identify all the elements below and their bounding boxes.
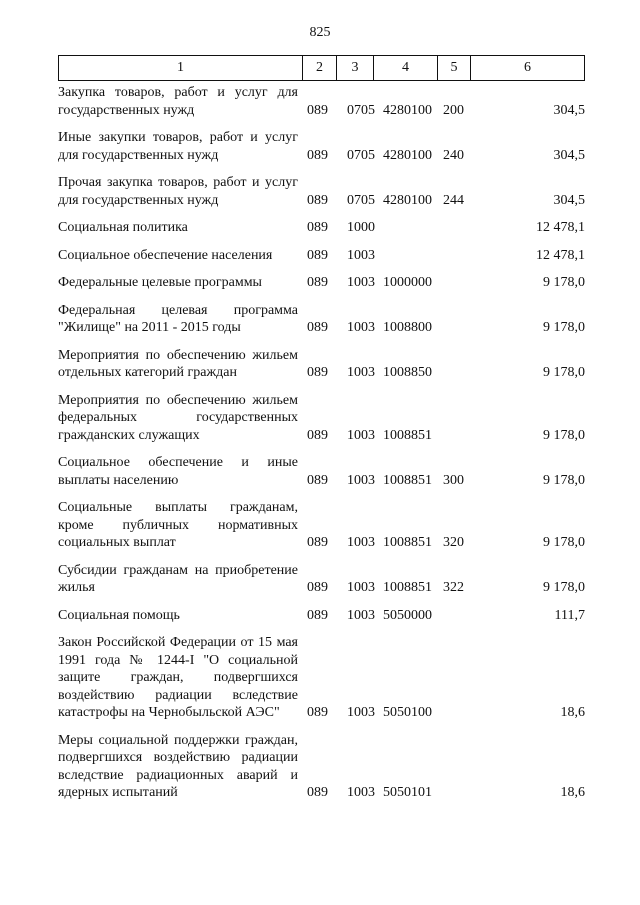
row-expense: 322 [443, 580, 464, 595]
row-name: Закупка товаров, работ и услуг для государственных нужд [58, 85, 298, 118]
row-amount: 9 178,0 [543, 365, 585, 380]
table-row [58, 174, 585, 209]
page-number: 825 [309, 25, 331, 40]
row-target: 4280100 [383, 147, 432, 163]
row-target: 4280100 [383, 192, 432, 208]
row-section: 1003 [347, 472, 375, 488]
row-name: Меры социальной поддержки граждан, подвергшихся воздействию радиации вследствие радиационных аварий и ядерных испытаний [58, 732, 298, 800]
row-code: 089 [307, 580, 328, 595]
row-target: 1008800 [383, 320, 432, 335]
row-code: 089 [307, 427, 328, 443]
row-name: Мероприятия по обеспечению жильем федеральных государственных гражданских служащих [58, 392, 298, 443]
row-section: 0705 [347, 102, 375, 118]
row-code: 089 [307, 365, 328, 380]
row-amount: 9 178,0 [543, 580, 585, 595]
header-col-2: 2 [303, 56, 337, 80]
row-code: 089 [307, 102, 328, 118]
row-name: Федеральные целевые программы [58, 275, 262, 290]
row-target: 5050101 [383, 785, 432, 800]
row-target: 1008850 [383, 365, 432, 380]
row-amount: 9 178,0 [543, 320, 585, 335]
row-amount: 9 178,0 [543, 427, 585, 443]
row-code: 089 [307, 247, 328, 263]
table-row [58, 274, 585, 292]
row-expense: 320 [443, 535, 464, 550]
row-code: 089 [307, 607, 328, 623]
row-target: 5050100 [383, 705, 432, 720]
header-col-6: 6 [524, 60, 531, 75]
table-row [58, 219, 585, 237]
table-row [58, 129, 585, 164]
table-row [58, 454, 585, 489]
row-section: 1003 [347, 607, 375, 623]
row-code: 089 [307, 220, 328, 235]
row-code: 089 [307, 275, 328, 290]
row-expense: 300 [443, 472, 464, 488]
row-section: 1003 [347, 705, 375, 720]
row-code: 089 [307, 472, 328, 488]
row-section: 1003 [347, 535, 375, 550]
row-name: Социальная помощь [58, 607, 180, 623]
row-code: 089 [307, 147, 328, 163]
row-target: 5050000 [383, 607, 432, 623]
row-amount: 304,5 [553, 192, 585, 208]
table-row [58, 84, 585, 119]
row-name: Федеральная целевая программа "Жилище" на 2011 - 2015 годы [58, 302, 298, 335]
row-name: Социальное обеспечение населения [58, 247, 273, 263]
header-col-5: 5 [438, 56, 471, 80]
row-target: 1008851 [383, 472, 432, 488]
row-section: 1003 [347, 427, 375, 443]
row-expense: 240 [443, 147, 464, 163]
row-name: Социальная политика [58, 220, 188, 235]
row-section: 1003 [347, 247, 375, 263]
row-name: Субсидии гражданам на приобретение жилья [58, 562, 298, 595]
row-name: Мероприятия по обеспечению жильем отдельных категорий граждан [58, 347, 298, 380]
table-header [58, 55, 585, 81]
row-amount: 12 478,1 [536, 220, 585, 235]
row-section: 1003 [347, 275, 375, 290]
row-target: 1008851 [383, 535, 432, 550]
table-row [58, 247, 585, 265]
row-amount: 9 178,0 [543, 535, 585, 550]
row-amount: 9 178,0 [543, 275, 585, 290]
row-code: 089 [307, 192, 328, 208]
row-amount: 111,7 [554, 607, 585, 623]
row-expense: 200 [443, 102, 464, 118]
table-row [58, 607, 585, 625]
row-amount: 9 178,0 [543, 472, 585, 488]
row-target: 1000000 [383, 275, 432, 290]
row-name: Прочая закупка товаров, работ и услуг для государственных нужд [58, 175, 298, 208]
table-body [58, 84, 585, 812]
row-code: 089 [307, 705, 328, 720]
row-amount: 18,6 [560, 705, 585, 720]
row-code: 089 [307, 535, 328, 550]
header-col-3: 3 [337, 56, 374, 80]
row-target: 4280100 [383, 102, 432, 118]
header-col-1: 1 [59, 56, 303, 80]
row-amount: 304,5 [553, 147, 585, 163]
table-row [58, 732, 585, 802]
table-row [58, 499, 585, 552]
header-col-4: 4 [374, 56, 438, 80]
row-section: 1003 [347, 785, 375, 800]
table-row [58, 347, 585, 382]
table-row [58, 302, 585, 337]
row-expense: 244 [443, 192, 464, 208]
row-name: Социальные выплаты гражданам, кроме публичных нормативных социальных выплат [58, 500, 298, 550]
row-amount: 12 478,1 [536, 247, 585, 263]
row-code: 089 [307, 320, 328, 335]
row-section: 1003 [347, 580, 375, 595]
row-amount: 18,6 [560, 785, 585, 800]
table-row [58, 634, 585, 722]
row-target: 1008851 [383, 580, 432, 595]
row-section: 1003 [347, 365, 375, 380]
row-target: 1008851 [383, 427, 432, 443]
row-code: 089 [307, 785, 328, 800]
row-section: 1000 [347, 220, 375, 235]
row-section: 1003 [347, 320, 375, 335]
table-row [58, 562, 585, 597]
row-section: 0705 [347, 192, 375, 208]
table-row [58, 392, 585, 445]
row-name: Социальное обеспечение и иные выплаты населению [58, 455, 298, 488]
row-name: Закон Российской Федерации от 15 мая 1991 года № 1244-I "О социальной защите граждан, подвергшихся воздействию радиации вследствие катастрофы на Чернобыльской АЭС" [58, 635, 298, 720]
row-section: 0705 [347, 147, 375, 163]
row-amount: 304,5 [553, 102, 585, 118]
row-name: Иные закупки товаров, работ и услуг для государственных нужд [58, 130, 298, 163]
